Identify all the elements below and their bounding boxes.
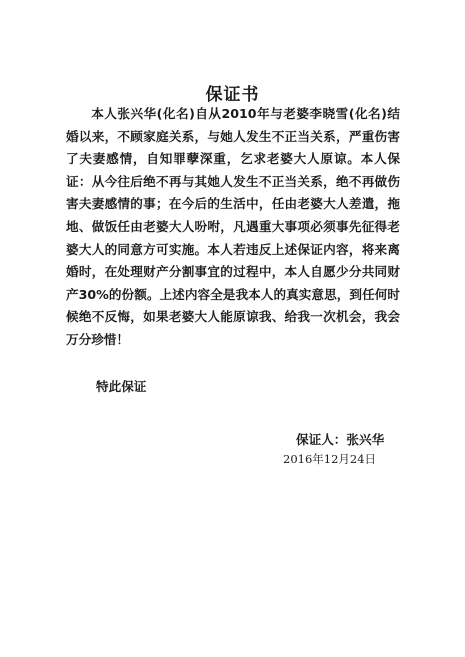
body-paragraph: 本人张兴华(化名)自从2010年与老婆李晓雪(化名)结婚以来，不顾家庭关系，与她人发生不正当关系，严重伤害了夫妻感情，自知罪孽深重，乞求老婆大人原谅。本人保证：从今往后绝不再与其她人发生不正当关系，绝不再做伤害夫妻感情的事；在今后的生活中，任由老婆大人差遣，拖地、做饭任由老婆大人吩咐，凡遇重大事项必须事先征得老婆大人的同意方可实施。本人若违反上述保证内容，将来离婚时，在处理财产分割事宜的过程中，本人自愿少分共同财产30%的份额。上述内容全是我本人的真实意思，到任何时候绝不反悔，如果老婆大人能原谅我、给我一次机会，我会万分珍惜！ [66,106,400,347]
signature-date: 2016年12月24日 [283,452,377,466]
document-title: 保证书 [205,85,260,105]
document-body [66,103,400,352]
signer-label: 保证人： [296,432,347,447]
signer-name: 张兴华 [346,432,385,447]
signature-line [296,429,384,448]
closing-line: 特此保证 [96,379,147,394]
